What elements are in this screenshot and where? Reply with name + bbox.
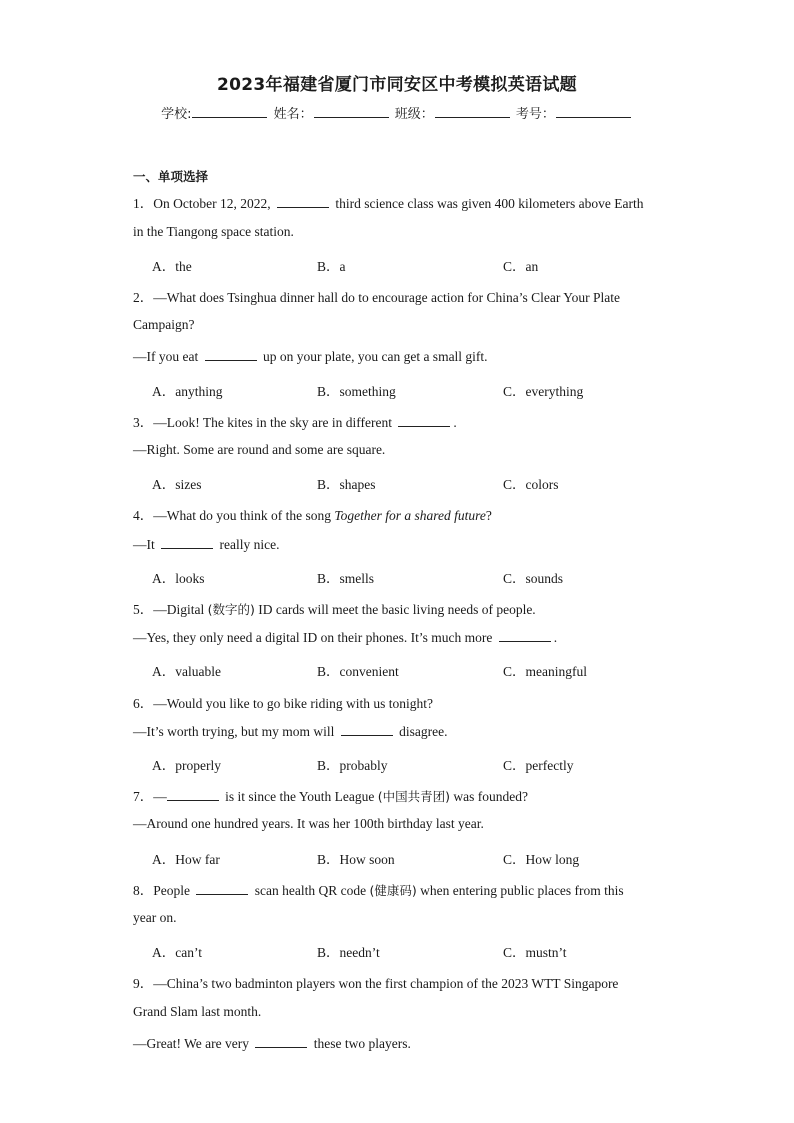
question-text: —Would you like to go bike riding with us tonight? <box>153 696 434 711</box>
question-text: is it since the Youth League <box>221 789 378 804</box>
school-label: 学校: <box>161 107 192 122</box>
question-7-option-c[interactable]: C．How long <box>503 852 580 867</box>
question-text: —Yes, they only need a digital ID on their phones. It’s much more <box>133 630 496 645</box>
question-3-option-a[interactable]: A．sizes <box>152 477 202 492</box>
question-3-option-c[interactable]: C．colors <box>503 477 559 492</box>
question-9-line-3 <box>133 1035 411 1052</box>
question-3-line-2: —Right. Some are round and some are square. <box>133 442 386 457</box>
question-text: ID cards will meet the basic living needs of people. <box>254 602 536 617</box>
question-3-option-b[interactable]: B．shapes <box>317 477 376 492</box>
question-9-line-1 <box>133 972 618 992</box>
question-number: 3． <box>133 415 154 430</box>
answer-blank[interactable] <box>499 629 551 642</box>
question-text: —What does Tsinghua dinner hall do to encourage action for China’s Clear Your Plate <box>153 290 620 305</box>
question-5-option-a[interactable]: A．valuable <box>152 664 221 679</box>
question-text: disagree. <box>395 724 448 739</box>
answer-blank[interactable] <box>255 1035 307 1048</box>
question-2-line-3 <box>133 348 488 365</box>
name-label: 姓名： <box>273 107 313 122</box>
question-text: — <box>153 789 167 804</box>
question-text: —What do you think of the song <box>153 508 335 523</box>
song-title: Together for a shared future <box>334 508 486 523</box>
name-field[interactable] <box>314 105 389 118</box>
question-7-line-2: —Around one hundred years. It was her 100th birthday last year. <box>133 816 484 831</box>
question-text: People <box>153 883 194 898</box>
question-2-line-1 <box>133 286 620 306</box>
answer-blank[interactable] <box>161 536 213 549</box>
number-label: 考号： <box>515 107 555 122</box>
question-text: —If you eat <box>133 349 202 364</box>
question-7-option-a[interactable]: A．How far <box>152 852 220 867</box>
question-number: 4． <box>133 508 154 523</box>
answer-blank[interactable] <box>398 414 450 427</box>
question-number: 7． <box>133 789 154 804</box>
question-text: . <box>453 415 457 430</box>
question-2-option-c[interactable]: C．everything <box>503 384 584 399</box>
question-1-option-a[interactable]: A．the <box>152 259 192 274</box>
question-text: ? <box>485 508 492 523</box>
question-number: 5． <box>133 602 154 617</box>
page-title: 2023年福建省厦门市同安区中考模拟英语试题 <box>217 75 577 95</box>
section-heading: 一、单项选择 <box>133 169 209 184</box>
question-8-option-b[interactable]: B．needn’t <box>317 945 380 960</box>
question-4-option-c[interactable]: C．sounds <box>503 571 564 586</box>
question-5-line-1 <box>133 598 536 618</box>
question-7-line-1 <box>133 785 528 805</box>
question-text: was founded? <box>450 789 528 804</box>
question-2-option-b[interactable]: B．something <box>317 384 396 399</box>
question-3-line-1 <box>133 411 457 431</box>
class-field[interactable] <box>435 105 510 118</box>
question-text: On October 12, 2022, <box>153 196 274 211</box>
question-text: —Digital <box>153 602 208 617</box>
student-info-row <box>0 103 794 122</box>
question-number: 9． <box>133 976 154 991</box>
question-6-option-c[interactable]: C．perfectly <box>503 758 574 773</box>
answer-blank[interactable] <box>167 788 219 801</box>
question-1-line-2: in the Tiangong space station. <box>133 224 294 239</box>
question-1-option-c[interactable]: C．an <box>503 259 539 274</box>
chinese-gloss: (中国共青团) <box>377 789 450 804</box>
question-text: scan health QR code <box>251 883 370 898</box>
chinese-gloss: (健康码) <box>369 883 417 898</box>
question-number: 6． <box>133 696 154 711</box>
question-1-line-1 <box>133 192 644 212</box>
question-text: when entering public places from this <box>416 883 624 898</box>
question-1-option-b[interactable]: B．a <box>317 259 346 274</box>
question-5-line-2 <box>133 629 557 646</box>
question-number: 1． <box>133 196 154 211</box>
class-label: 班级： <box>394 107 434 122</box>
question-8-option-a[interactable]: A．can’t <box>152 945 202 960</box>
question-5-option-b[interactable]: B．convenient <box>317 664 399 679</box>
question-text: —It’s worth trying, but my mom will <box>133 724 338 739</box>
chinese-gloss: (数字的) <box>207 602 255 617</box>
question-6-option-a[interactable]: A．properly <box>152 758 221 773</box>
question-4-line-1 <box>133 504 492 524</box>
question-2-option-a[interactable]: A．anything <box>152 384 223 399</box>
question-text: —China’s two badminton players won the first champion of the 2023 WTT Singapore <box>153 976 619 991</box>
number-field[interactable] <box>556 105 631 118</box>
question-text: . <box>553 630 558 645</box>
question-9-line-2: Grand Slam last month. <box>133 1004 262 1019</box>
question-5-option-c[interactable]: C．meaningful <box>503 664 587 679</box>
question-4-option-a[interactable]: A．looks <box>152 571 205 586</box>
question-text: —Look! The kites in the sky are in different <box>153 415 396 430</box>
question-text: third science class was given 400 kilometers above Earth <box>331 196 644 211</box>
question-text: these two players. <box>310 1036 411 1051</box>
question-number: 8． <box>133 883 154 898</box>
question-4-line-2 <box>133 536 279 553</box>
question-text: up on your plate, you can get a small gift. <box>259 349 488 364</box>
question-7-option-b[interactable]: B．How soon <box>317 852 395 867</box>
question-6-line-2 <box>133 723 447 740</box>
question-6-line-1 <box>133 692 433 712</box>
question-4-option-b[interactable]: B．smells <box>317 571 375 586</box>
answer-blank[interactable] <box>341 723 393 736</box>
question-8-line-1 <box>133 879 624 899</box>
school-field[interactable] <box>192 105 267 118</box>
question-2-line-2: Campaign? <box>133 317 195 332</box>
answer-blank[interactable] <box>196 882 248 895</box>
question-text: really nice. <box>216 537 280 552</box>
question-text: —Great! We are very <box>133 1036 253 1051</box>
question-8-option-c[interactable]: C．mustn’t <box>503 945 567 960</box>
question-8-line-2: year on. <box>133 910 177 925</box>
question-6-option-b[interactable]: B．probably <box>317 758 388 773</box>
answer-blank[interactable] <box>277 195 329 208</box>
answer-blank[interactable] <box>205 348 257 361</box>
question-text: —It <box>133 537 159 552</box>
question-number: 2． <box>133 290 154 305</box>
